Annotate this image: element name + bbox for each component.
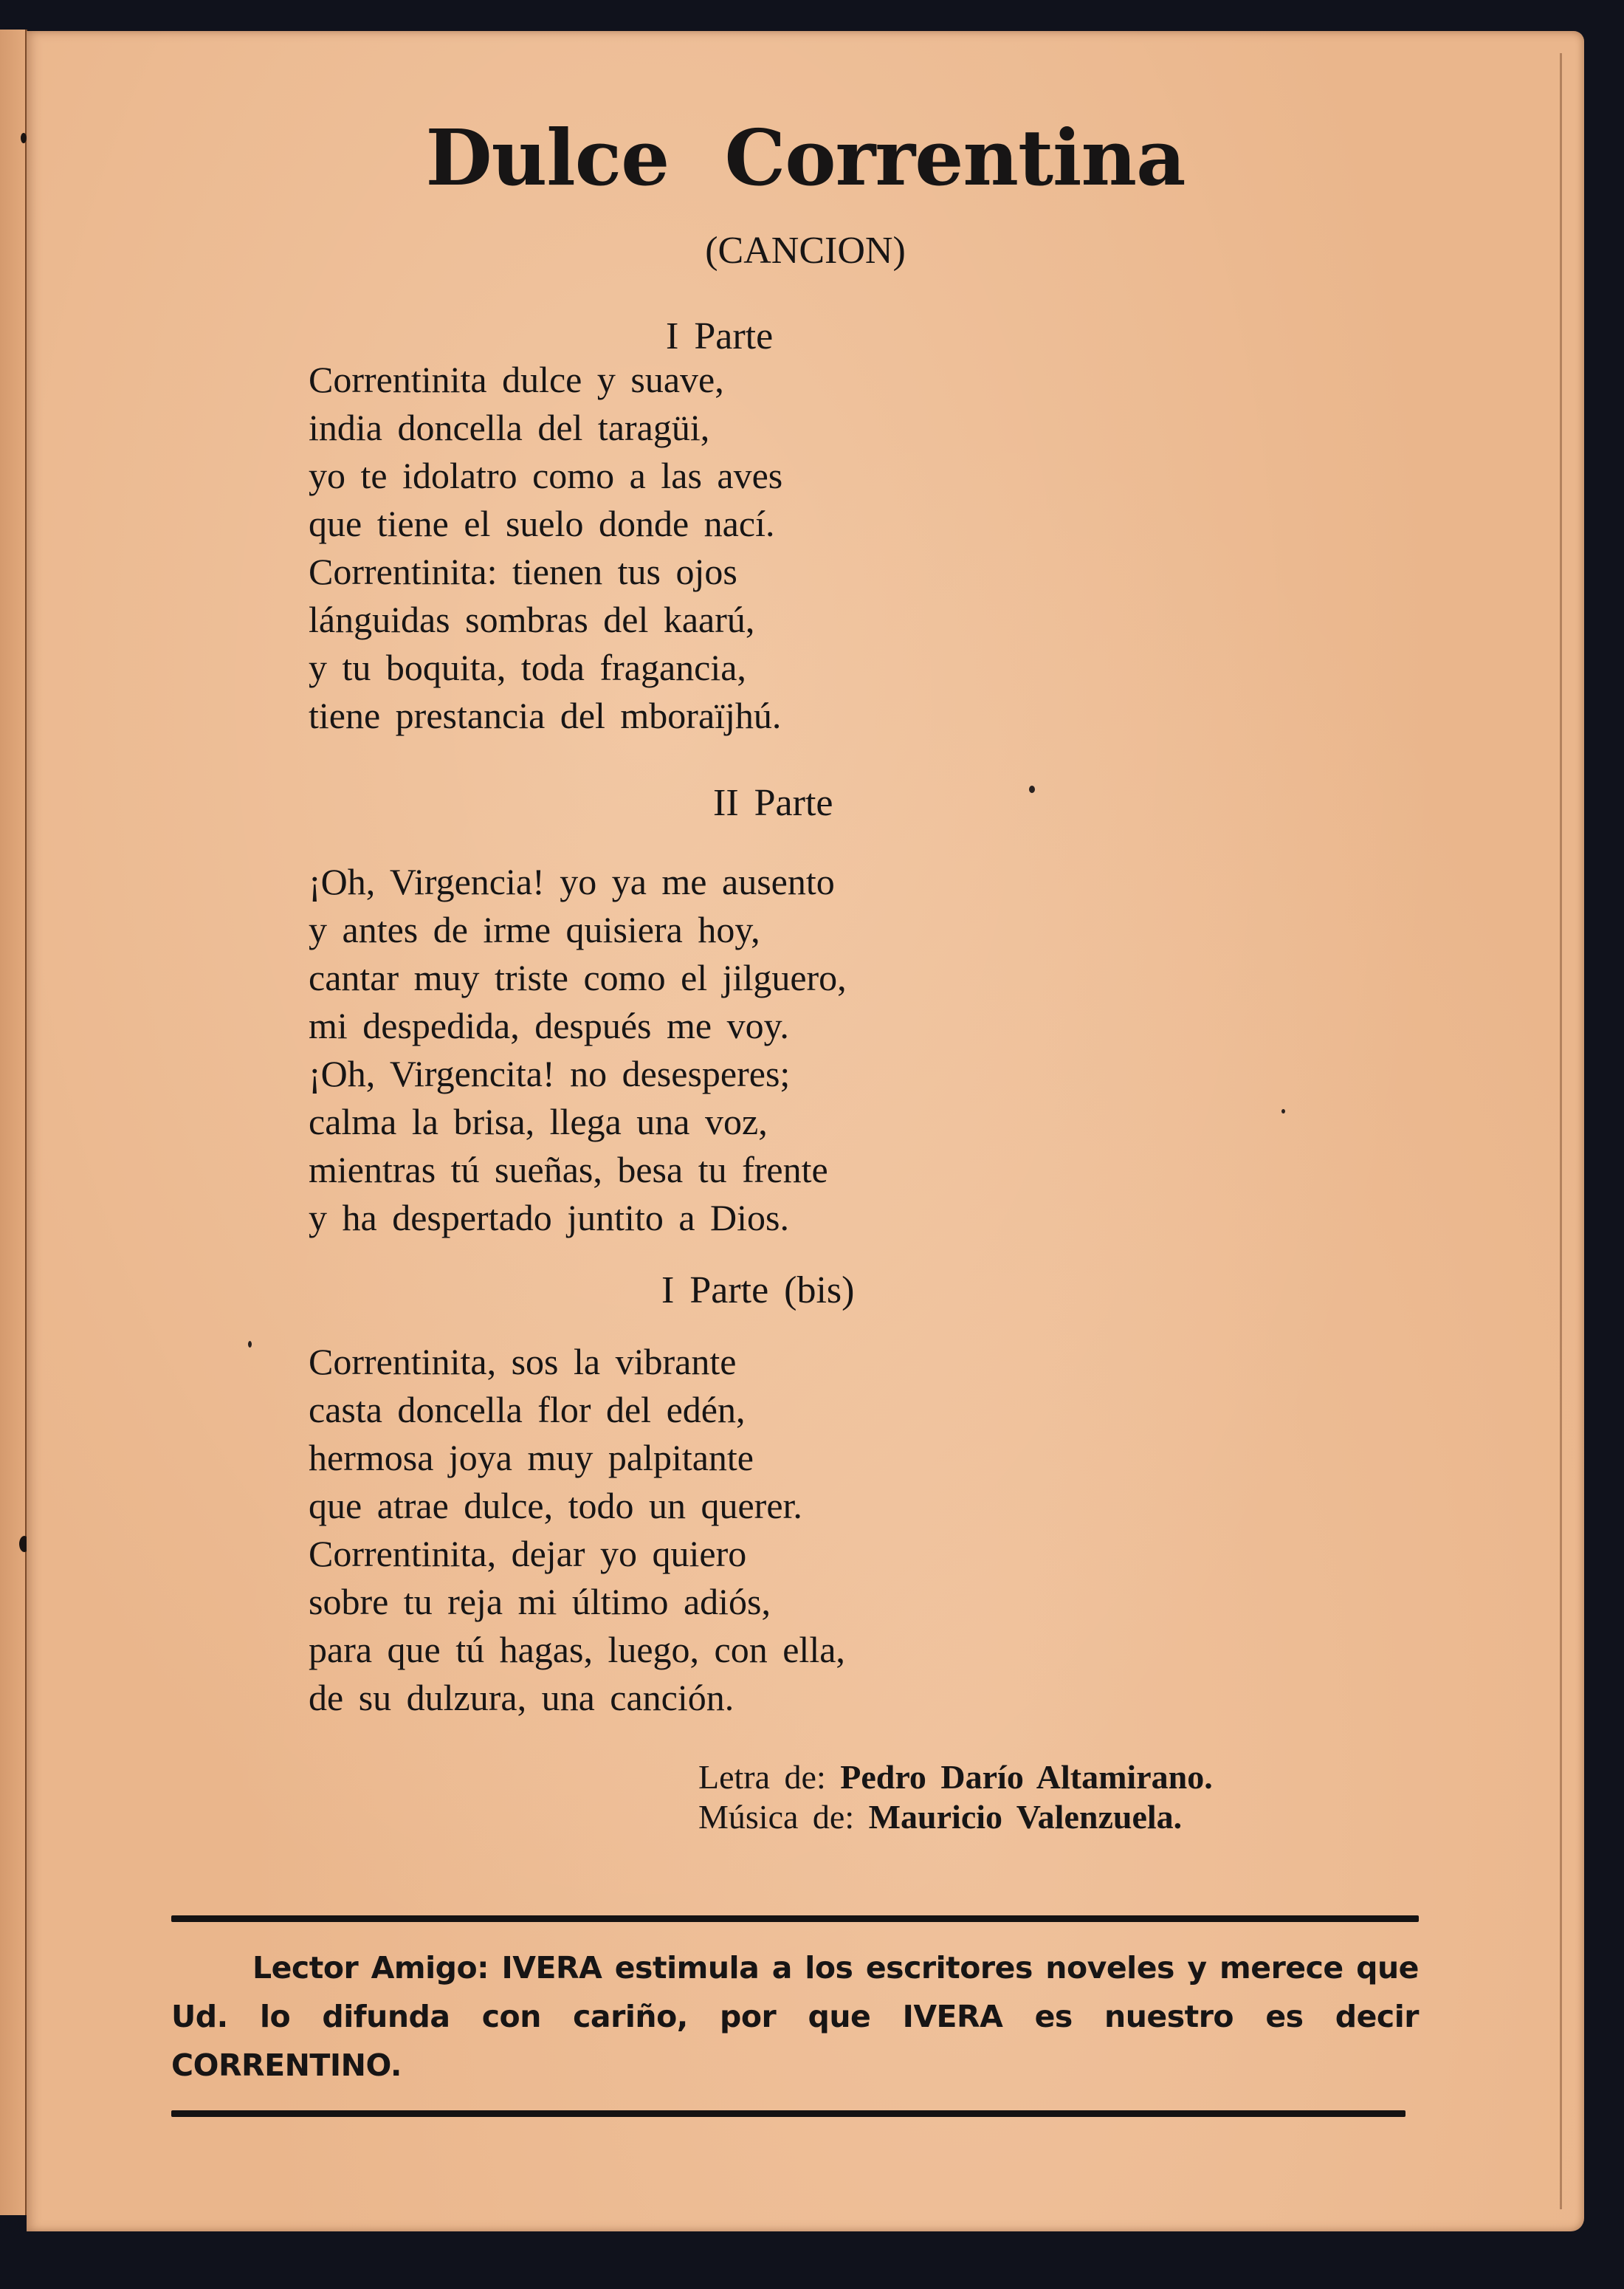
lyric-line: Correntinita dulce y suave,	[309, 359, 724, 400]
stanza-part-1	[309, 356, 782, 740]
lyric-line: de su dulzura, una canción.	[309, 1677, 734, 1718]
lyric-line: y antes de irme quisiera hoy,	[309, 909, 760, 950]
lyric-line: india doncella del taragüi,	[309, 407, 710, 448]
page-fold	[1560, 53, 1562, 2209]
reader-notice: Lector Amigo: IVERA estimula a los escritores noveles y merece que Ud. lo difunda con cariño, por que IVERA es nuestro es decir CORRENTINO.	[171, 1950, 1419, 2083]
lyric-line: sobre tu reja mi último adiós,	[309, 1581, 771, 1622]
lyrics-label: Letra de:	[698, 1758, 826, 1796]
lyric-line: Correntinita: tienen tus ojos	[309, 551, 737, 592]
ink-speck	[1029, 786, 1035, 793]
lyric-line: yo te idolatro como a las aves	[309, 455, 783, 496]
lyric-line: Correntinita, dejar yo quiero	[309, 1533, 747, 1574]
previous-page-edge	[0, 30, 27, 2215]
ink-speck	[248, 1341, 252, 1348]
divider-top	[171, 1915, 1419, 1922]
lyric-line: que tiene el suelo donde nací.	[309, 503, 775, 544]
song-credits	[698, 1757, 1213, 1837]
lyric-line: casta doncella flor del edén,	[309, 1389, 746, 1430]
lyric-line: ¡Oh, Virgencita! no desesperes;	[309, 1053, 791, 1094]
stanza-part-2	[309, 858, 847, 1242]
music-credit	[698, 1797, 1213, 1837]
lyric-line: tiene prestancia del mboraïjhú.	[309, 695, 782, 736]
ink-speck	[1281, 1109, 1285, 1113]
song-subtitle: (CANCION)	[705, 230, 906, 272]
lyric-line: Correntinita, sos la vibrante	[309, 1341, 737, 1382]
part-heading: I Parte (bis)	[661, 1269, 855, 1311]
page	[27, 31, 1584, 2231]
song-title: Dulce Correntina	[425, 112, 1186, 203]
music-label: Música de:	[698, 1798, 855, 1836]
part-heading: I Parte	[666, 315, 774, 357]
lyric-line: ¡Oh, Virgencia! yo ya me ausento	[309, 861, 835, 902]
lyric-line: y ha despertado juntito a Dios.	[309, 1197, 789, 1238]
lyric-line: calma la brisa, llega una voz,	[309, 1101, 768, 1142]
divider-bottom	[171, 2110, 1405, 2117]
music-author: Mauricio Valenzuela.	[868, 1798, 1183, 1836]
stanza-part-1-bis	[309, 1338, 845, 1722]
part-heading: II Parte	[713, 782, 833, 824]
lyric-line: para que tú hagas, luego, con ella,	[309, 1629, 845, 1670]
lyric-line: cantar muy triste como el jilguero,	[309, 957, 847, 998]
lyric-line: hermosa joya muy palpitante	[309, 1437, 754, 1478]
lyric-line: y tu boquita, toda fragancia,	[309, 647, 746, 688]
lyric-line: lánguidas sombras del kaarú,	[309, 599, 755, 640]
binding-mark	[21, 133, 27, 143]
lyric-line: mi despedida, después me voy.	[309, 1005, 789, 1046]
lyrics-author: Pedro Darío Altamirano.	[840, 1758, 1213, 1796]
lyric-line: que atrae dulce, todo un querer.	[309, 1485, 802, 1526]
lyrics-credit	[698, 1757, 1213, 1797]
lyric-line: mientras tú sueñas, besa tu frente	[309, 1149, 828, 1190]
